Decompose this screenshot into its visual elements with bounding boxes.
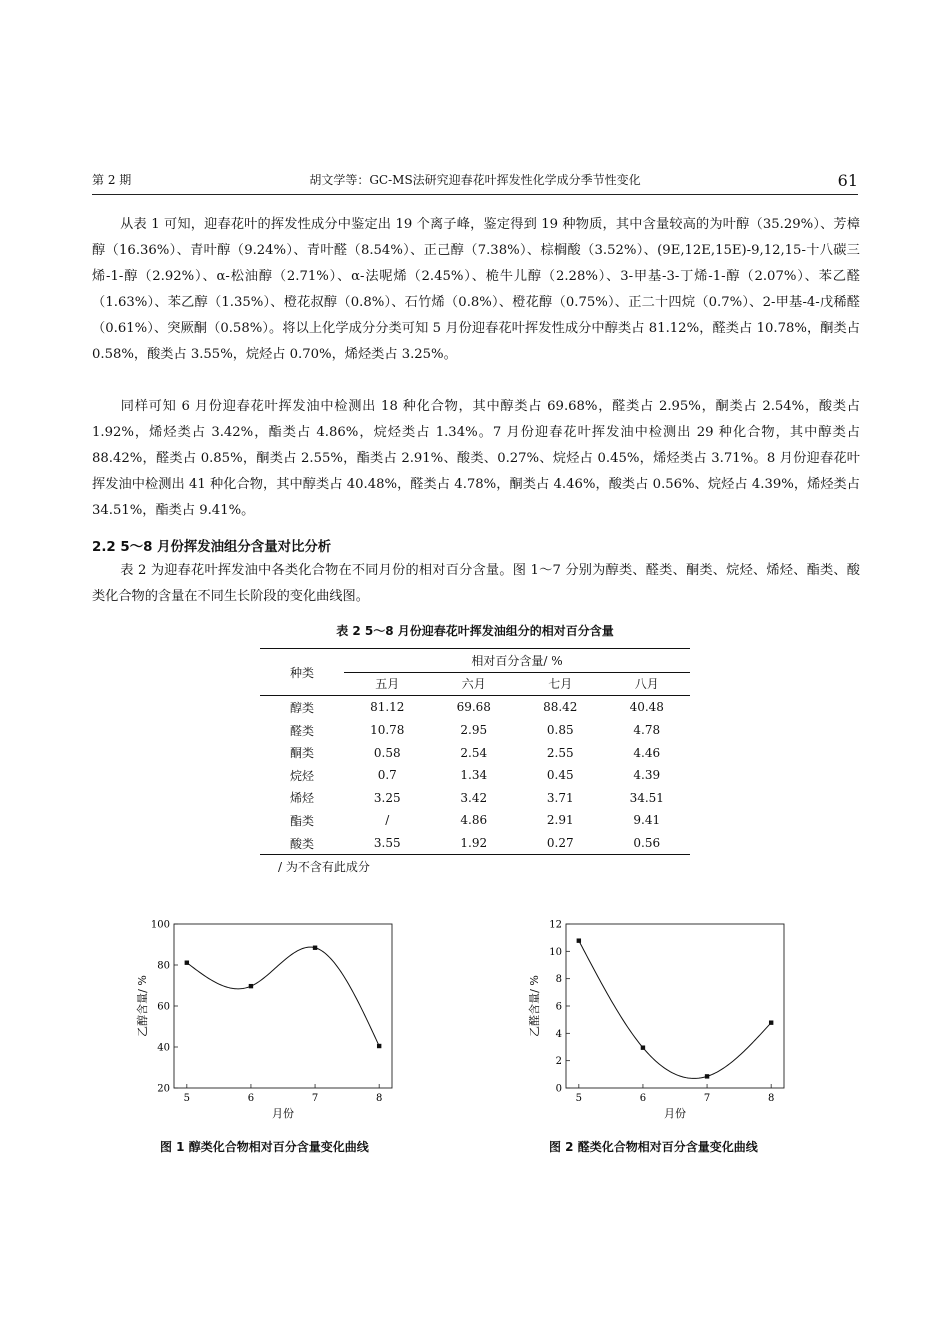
cell: 10.78 <box>370 723 405 738</box>
series-line <box>187 947 379 1046</box>
y-axis-label: 乙醇含量/ % <box>136 975 149 1037</box>
x-tick-label: 8 <box>767 1093 775 1104</box>
running-header <box>92 170 858 195</box>
x-tick-label: 6 <box>247 1093 255 1104</box>
table-title: 表 2 5～8 月份迎春花叶挥发油组分的相对百分含量 <box>336 624 614 638</box>
table-row <box>260 719 690 742</box>
cell: 81.12 <box>370 700 405 715</box>
table-row <box>260 787 690 810</box>
row-kind: 烯烃 <box>289 791 314 806</box>
y-tick-label: 0 <box>555 1083 562 1095</box>
y-axis-label: 乙醛含量/ % <box>528 975 541 1037</box>
data-point <box>641 1045 645 1049</box>
cell: 1.34 <box>460 768 488 783</box>
cell: 0.45 <box>546 768 574 783</box>
y-tick-label: 6 <box>555 1001 562 1013</box>
y-tick-label: 40 <box>157 1042 170 1054</box>
x-tick-label: 7 <box>311 1093 319 1104</box>
issue-number: 第 2 期 <box>92 173 132 187</box>
data-point <box>249 984 253 988</box>
plot-frame <box>174 924 392 1088</box>
cell: 2.91 <box>546 813 574 828</box>
x-tick-label: 5 <box>183 1093 191 1104</box>
cell: 2.54 <box>460 745 488 760</box>
x-tick-label: 5 <box>575 1093 583 1104</box>
cell: 0.27 <box>517 832 604 855</box>
cell: 40.48 <box>629 700 664 715</box>
row-kind: 酯类 <box>289 813 314 828</box>
header-month: 七月 <box>517 672 604 696</box>
paragraph-3 <box>92 558 860 610</box>
table-row <box>260 832 690 855</box>
cell: 2.95 <box>460 723 488 738</box>
header-month: 八月 <box>604 672 691 696</box>
x-tick-label: 7 <box>703 1093 711 1104</box>
x-tick-label: 8 <box>375 1093 383 1104</box>
paragraph-2-text: 同样可知 6 月份迎春花叶挥发油中检测出 18 种化合物，其中醇类占 69.68%，醛类占 2.95%，酮类占 2.54%，酸类占 1.92%，烯烃类占 3.42%，酯类占 4.86%，烷烃类占 1.34%。7 月份迎春花叶挥发油中检测出 29 种化合物，其中醇类占 88.42%，醛类占 0.85%，酮类占 2.55%，酯类占 2.91%、酸类、0.27%、烷烃占 0.45%，烯烃类占 3.71%。8 月份迎春花叶挥发油中检测出 41 种化合物，其中醇类占 40.48%，醛类占 4.78%，酮类占 4.46%，酸类占 0.56%、烷烃占 4.39%，烯烃类占 34.51%，酯类占 9.41%。 <box>92 399 860 518</box>
page-number: 61 <box>837 171 858 190</box>
data-point <box>185 961 189 965</box>
row-kind: 烷烃 <box>289 768 314 783</box>
data-point <box>577 938 581 942</box>
header-group: 相对百分含量/ % <box>344 649 690 673</box>
table-row <box>260 809 690 832</box>
y-tick-label: 12 <box>549 919 562 931</box>
figure-1-chart <box>130 912 400 1127</box>
y-tick-label: 8 <box>555 974 562 986</box>
x-axis-label: 月份 <box>664 1107 686 1120</box>
y-tick-label: 4 <box>555 1028 562 1040</box>
figure-2-caption: 图 2 醛类化合物相对百分含量变化曲线 <box>549 1140 758 1154</box>
cell: 9.41 <box>633 813 661 828</box>
cell: 1.92 <box>431 832 518 855</box>
header-month: 五月 <box>344 672 431 696</box>
header-kind: 种类 <box>260 649 344 696</box>
cell: 34.51 <box>629 790 664 805</box>
table-note: / 为不含有此成分 <box>278 860 370 874</box>
cell: 2.55 <box>546 745 574 760</box>
plot-frame <box>566 924 784 1088</box>
cell: 3.71 <box>546 790 574 805</box>
row-kind: 醛类 <box>289 723 314 738</box>
composition-table <box>260 648 690 855</box>
row-kind: 酸类 <box>260 832 344 855</box>
y-tick-label: 80 <box>157 960 170 972</box>
row-kind: 酮类 <box>289 746 314 761</box>
data-point <box>705 1074 709 1078</box>
cell: 3.25 <box>373 790 401 805</box>
section-heading: 2.2 5～8 月份挥发油组分含量对比分析 <box>92 540 332 555</box>
y-tick-label: 60 <box>157 1001 170 1013</box>
paragraph-3-text: 表 2 为迎春花叶挥发油中各类化合物在不同月份的相对百分含量。图 1～7 分别为醇类、醛类、酮类、烷烃、烯烃、酯类、酸类化合物的含量在不同生长阶段的变化曲线图。 <box>92 563 860 604</box>
y-tick-label: 100 <box>150 919 170 931</box>
paragraph-1-text: 从表 1 可知，迎春花叶的挥发性成分中鉴定出 19 个离子峰，鉴定得到 19 种物质，其中含量较高的为叶醇（35.29%）、芳樟醇（16.36%）、青叶醇（9.24%）、青叶醛（8.54%）、正己醇（7.38%）、棕榈酸（3.52%）、(9E,12E,15E)-9,12,15-十八碳三烯-1-醇（2.92%）、α-松油醇（2.71%）、α-法呢烯（2.45%）、桅牛儿醇（2.28%）、3-甲基-3-丁烯-1-醇（2.07%）、苯乙醛（1.63%）、苯乙醇（1.35%）、橙花叔醇（0.8%）、石竹烯（0.8%）、橙花醇（0.75%）、正二十四烷（0.7%）、2-甲基-4-戊稀醛（0.61%）、突厥酮（0.58%）。将以上化学成分分类可知 5 月份迎春花叶挥发性成分中醇类占 81.12%，醛类占 10.78%，酮类占 0.58%，酸类占 3.55%，烷烃占 0.70%，烯烃类占 3.25%。 <box>92 217 860 362</box>
cell: 88.42 <box>543 700 578 715</box>
cell: 69.68 <box>456 700 491 715</box>
paragraph-2 <box>92 394 860 524</box>
figure-2-chart <box>522 912 792 1127</box>
cell: 3.42 <box>460 790 488 805</box>
table-row <box>260 696 690 719</box>
data-point <box>313 946 317 950</box>
cell: 3.55 <box>344 832 431 855</box>
y-tick-label: 10 <box>549 946 562 958</box>
cell: 4.46 <box>633 745 661 760</box>
table-row <box>260 741 690 764</box>
paragraph-1 <box>92 212 860 368</box>
cell: 0.56 <box>604 832 691 855</box>
cell: 4.86 <box>460 813 488 828</box>
y-tick-label: 20 <box>157 1083 170 1095</box>
cell: 4.39 <box>633 768 661 783</box>
cell: / <box>385 813 390 828</box>
row-kind: 醇类 <box>289 700 314 715</box>
figure-1-caption: 图 1 醇类化合物相对百分含量变化曲线 <box>160 1140 369 1154</box>
table-row <box>260 764 690 787</box>
data-point <box>377 1044 381 1048</box>
cell: 4.78 <box>633 723 661 738</box>
running-title: 胡文学等：GC-MS法研究迎春花叶挥发性化学成分季节性变化 <box>309 173 641 187</box>
cell: 0.85 <box>546 723 574 738</box>
data-point <box>769 1020 773 1024</box>
series-line <box>579 941 771 1079</box>
cell: 0.58 <box>373 745 401 760</box>
x-tick-label: 6 <box>639 1093 647 1104</box>
cell: 0.7 <box>377 768 397 783</box>
y-tick-label: 2 <box>555 1056 562 1068</box>
header-month: 六月 <box>431 672 518 696</box>
x-axis-label: 月份 <box>272 1107 294 1120</box>
